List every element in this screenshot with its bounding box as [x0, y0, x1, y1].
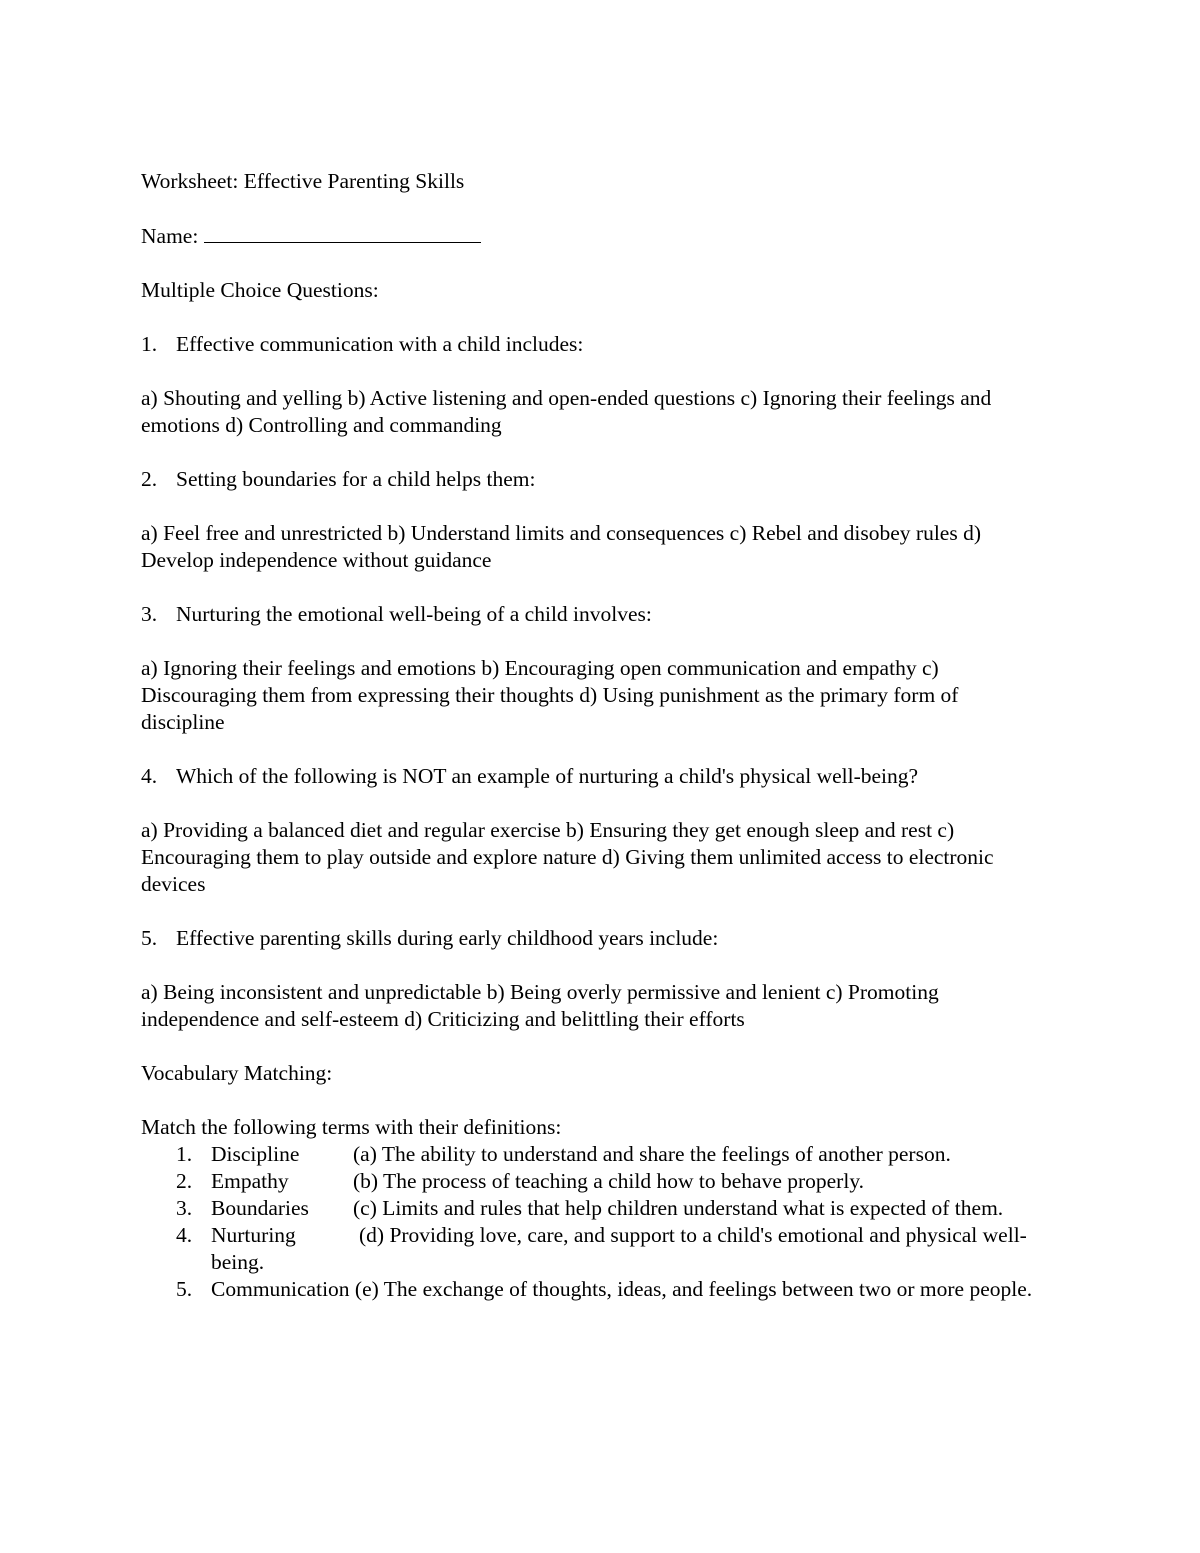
- vocabulary-list: [141, 1141, 1041, 1303]
- worksheet-title: Worksheet: Effective Parenting Skills: [141, 169, 465, 193]
- vocabulary-definition: (d) Providing love, care, and support to a child's emotional and physical well-being.: [211, 1223, 1027, 1274]
- question-text: Effective communication with a child includes:: [176, 332, 584, 356]
- vocabulary-definition: (b) The process of teaching a child how to behave properly.: [353, 1169, 865, 1193]
- question-number: 4.: [141, 764, 158, 788]
- question-3-options: a) Ignoring their feelings and emotions b) Encouraging open communication and empathy c) Discouraging them from expressing their thoughts d) Using punishment as the primary form of discipline: [141, 656, 959, 734]
- question-number: 5.: [141, 926, 158, 950]
- vocabulary-term: Communication: [211, 1277, 350, 1301]
- vocabulary-definition: (c) Limits and rules that help children understand what is expected of them.: [353, 1196, 1004, 1220]
- worksheet-page: [141, 168, 1041, 1303]
- name-blank-line[interactable]: [204, 222, 481, 243]
- question-3: [141, 601, 1041, 628]
- question-text: Nurturing the emotional well-being of a child involves:: [176, 602, 652, 626]
- vocabulary-definition: (a) The ability to understand and share the feelings of another person.: [353, 1142, 951, 1166]
- name-label: Name:: [141, 224, 199, 248]
- vocabulary-term: Boundaries: [211, 1196, 309, 1220]
- vocabulary-number: 3.: [176, 1196, 193, 1220]
- vocabulary-item-discipline: [141, 1141, 1041, 1168]
- multiple-choice-heading: Multiple Choice Questions:: [141, 278, 379, 302]
- question-4-options: a) Providing a balanced diet and regular exercise b) Ensuring they get enough sleep and rest c) Encouraging them to play outside and explore nature d) Giving them unlimited access to electronic devices: [141, 818, 994, 896]
- vocabulary-number: 2.: [176, 1169, 193, 1193]
- vocabulary-number: 1.: [176, 1142, 193, 1166]
- question-1-options: a) Shouting and yelling b) Active listening and open-ended questions c) Ignoring their feelings and emotions d) Controlling and commanding: [141, 386, 992, 437]
- vocabulary-term: Discipline: [211, 1142, 300, 1166]
- question-number: 1.: [141, 332, 158, 356]
- question-number: 3.: [141, 602, 158, 626]
- question-text: Setting boundaries for a child helps them:: [176, 467, 536, 491]
- question-2: [141, 466, 1041, 493]
- vocabulary-term: Nurturing: [211, 1223, 296, 1247]
- vocabulary-number: 4.: [176, 1223, 193, 1247]
- vocabulary-term: Empathy: [211, 1169, 289, 1193]
- question-number: 2.: [141, 467, 158, 491]
- question-5-options: a) Being inconsistent and unpredictable b) Being overly permissive and lenient c) Promoting independence and self-esteem d) Criticizing and belittling their efforts: [141, 980, 939, 1031]
- vocabulary-instruction: Match the following terms with their definitions:: [141, 1115, 562, 1139]
- vocabulary-item-nurturing: [141, 1222, 1041, 1276]
- question-2-options: a) Feel free and unrestricted b) Understand limits and consequences c) Rebel and disobey rules d) Develop independence without guidance: [141, 521, 982, 572]
- question-4: [141, 763, 1041, 790]
- question-text: Effective parenting skills during early childhood years include:: [176, 926, 719, 950]
- vocabulary-number: 5.: [176, 1277, 193, 1301]
- vocabulary-heading: Vocabulary Matching:: [141, 1061, 333, 1085]
- vocabulary-item-communication: [141, 1276, 1041, 1303]
- question-1: [141, 331, 1041, 358]
- name-row: [141, 222, 1041, 250]
- vocabulary-definition: (e) The exchange of thoughts, ideas, and feelings between two or more people.: [354, 1277, 1033, 1301]
- question-text: Which of the following is NOT an example of nurturing a child's physical well-being?: [176, 764, 919, 788]
- vocabulary-item-boundaries: [141, 1195, 1041, 1222]
- question-5: [141, 925, 1041, 952]
- vocabulary-item-empathy: [141, 1168, 1041, 1195]
